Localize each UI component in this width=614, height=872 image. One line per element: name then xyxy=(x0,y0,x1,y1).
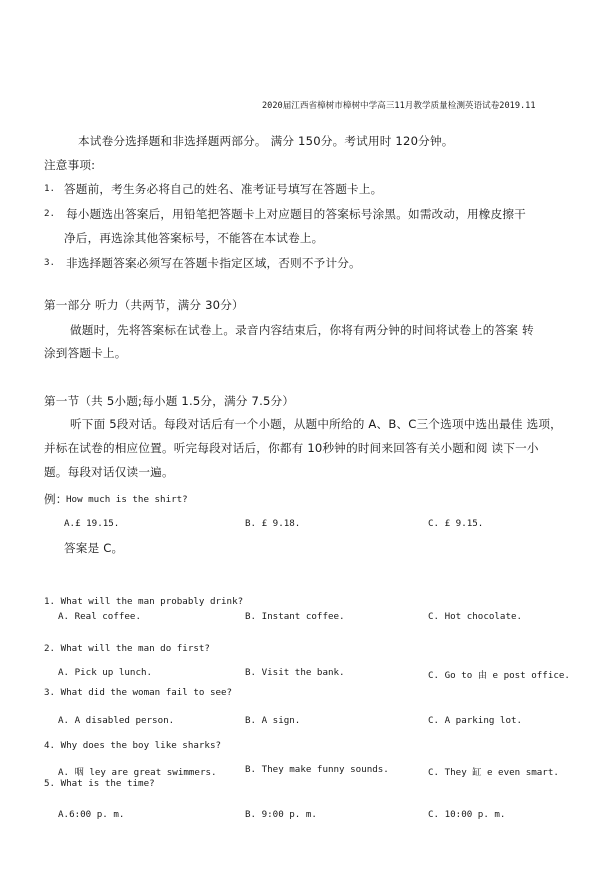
note-item-3: 非选择题答案必须写在答题卡指定区域，否则不予计分。 xyxy=(66,256,361,270)
note-item-2-line-1: 每小题选出答案后，用铅笔把答题卡上对应题目的答案标号涂黑。如需改动，用橡皮擦干 xyxy=(66,207,526,221)
exam-header-title: 2020届江西省樟树市樟树中学高三11月教学质量检测英语试卷2019.11 xyxy=(262,101,536,111)
example-option-a: A.£ 19.15. xyxy=(64,518,120,529)
question-5-stem: 5. What is the time? xyxy=(44,778,155,789)
example-label: 例： xyxy=(44,492,68,506)
example-option-b: B. £ 9.18. xyxy=(245,518,301,529)
question-1-stem: 1. What will the man probably drink? xyxy=(44,596,244,607)
question-4-option-b: B. They make funny sounds. xyxy=(245,764,389,775)
question-1-option-b: B. Instant coffee. xyxy=(245,611,345,622)
note-item-2-line-2: 净后，再选涂其他答案标号，不能答在本试卷上。 xyxy=(64,231,324,245)
question-3-option-b: B. A sign. xyxy=(245,715,301,726)
question-5-option-a: A.6:00 p. m. xyxy=(58,809,125,820)
question-1-option-c: C. Hot chocolate. xyxy=(428,611,523,622)
example-answer: 答案是 C。 xyxy=(64,541,124,555)
question-3-option-c: C. A parking lot. xyxy=(428,715,523,726)
question-2-option-c: C. Go to 由 e post office. xyxy=(428,670,570,681)
note-item-1: 答题前，考生务必将自己的姓名、准考证号填写在答题卡上。 xyxy=(64,182,383,196)
example-question: How much is the shirt? xyxy=(66,494,188,505)
note-number: 1. xyxy=(44,183,56,194)
question-2-option-a: A. Pick up lunch. xyxy=(58,667,153,678)
notes-heading: 注意事项: xyxy=(44,158,96,172)
question-4-stem: 4. Why does the boy like sharks? xyxy=(44,740,222,751)
note-number: 3. xyxy=(44,257,56,268)
question-5-option-c: C. 10:00 p. m. xyxy=(428,809,506,820)
question-5-option-b: B. 9:00 p. m. xyxy=(245,809,317,820)
note-number: 2. xyxy=(44,208,56,219)
intro-line: 本试卷分选择题和非选择题两部分。 满分 150分。考试用时 120分钟。 xyxy=(78,134,454,148)
example-option-c: C. £ 9.15. xyxy=(428,518,484,529)
section1-instruction-line-1: 听下面 5段对话。每段对话后有一个小题，从题中所给的 A、B、C三个选项中选出最佳 选项， xyxy=(70,417,562,431)
question-1-option-a: A. Real coffee. xyxy=(58,611,141,622)
question-3-stem: 3. What did the woman fail to see? xyxy=(44,687,233,698)
question-4-option-a: A. 咽 ley are great swimmers. xyxy=(58,767,217,778)
question-2-stem: 2. What will the man do first? xyxy=(44,643,210,654)
section1-instruction-line-2: 并标在试卷的相应位置。听完每段对话后，你都有 10秒钟的时间来回答有关小题和阅 读下一小 xyxy=(44,441,539,455)
section1-title: 第一节（共 5小题;每小题 1.5分，满分 7.5分） xyxy=(44,394,295,408)
part1-title: 第一部分 听力（共两节，满分 30分） xyxy=(44,298,244,312)
question-3-option-a: A. A disabled person. xyxy=(58,715,175,726)
part1-instruction-line-1: 做题时，先将答案标在试卷上。录音内容结束后，你将有两分钟的时间将试卷上的答案 转 xyxy=(70,323,534,337)
section1-instruction-line-3: 题。每段对话仅读一遍。 xyxy=(44,465,174,479)
question-2-option-b: B. Visit the bank. xyxy=(245,667,345,678)
part1-instruction-line-2: 涂到答题卡上。 xyxy=(44,346,127,360)
question-4-option-c: C. They 缸 e even smart. xyxy=(428,767,559,778)
